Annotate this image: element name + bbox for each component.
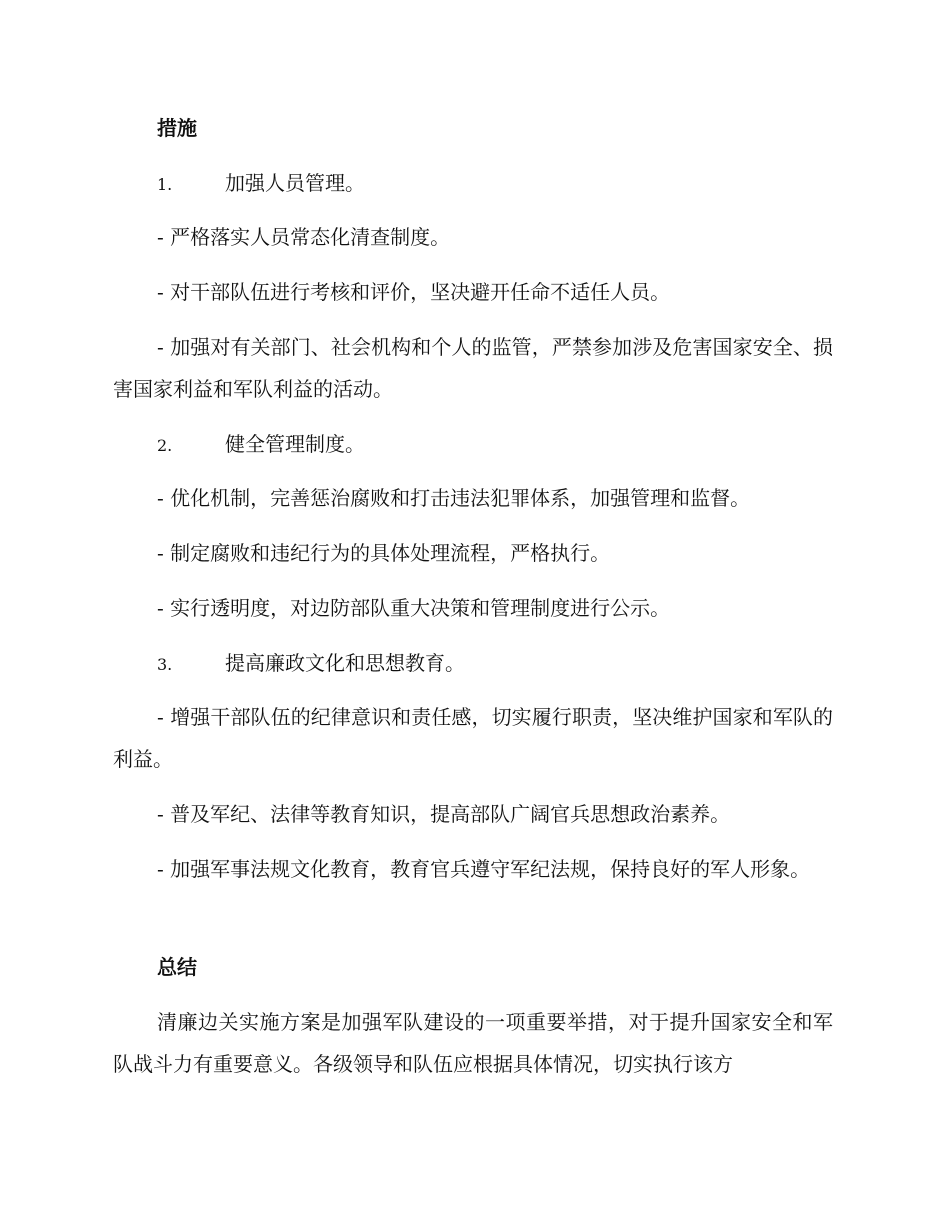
bullet-paragraph: - 加强对有关部门、社会机构和个人的监管，严禁参加涉及危害国家安全、损害国家利益和军队利益的活动。 [113,335,833,401]
section-heading-measures: 措施 [157,116,197,140]
bullet-paragraph: - 增强干部队伍的纪律意识和责任感，切实履行职责，坚决维护国家和军队的利益。 [113,705,833,771]
item-title: 加强人员管理。 [225,171,365,195]
item-title: 提高廉政文化和思想教育。 [225,651,465,675]
bullet-paragraph: - 实行透明度，对边防部队重大决策和管理制度进行公示。 [157,596,671,620]
bullet-paragraph: - 制定腐败和违纪行为的具体处理流程，严格执行。 [157,541,611,565]
numbered-item-2 [157,432,365,458]
bullet-paragraph: - 普及军纪、法律等教育知识，提高部队广阔官兵思想政治素养。 [157,802,731,826]
numbered-item-3 [157,651,465,677]
item-number: 1. [157,175,173,194]
bullet-paragraph: - 加强军事法规文化教育，教育官兵遵守军纪法规，保持良好的军人形象。 [157,857,811,881]
bullet-paragraph: - 严格落实人员常态化清查制度。 [157,225,451,249]
item-number: 2. [157,436,173,455]
bullet-paragraph: - 优化机制，完善惩治腐败和打击违法犯罪体系，加强管理和监督。 [157,486,751,510]
bullet-paragraph: - 对干部队伍进行考核和评价，坚决避开任命不适任人员。 [157,280,671,304]
item-number: 3. [157,655,173,674]
section-heading-summary: 总结 [157,955,197,979]
summary-paragraph: 清廉边关实施方案是加强军队建设的一项重要举措，对于提升国家安全和军队战斗力有重要意义。各级领导和队伍应根据具体情况，切实执行该方 [113,1010,833,1076]
numbered-item-1 [157,171,365,197]
item-title: 健全管理制度。 [225,432,365,456]
